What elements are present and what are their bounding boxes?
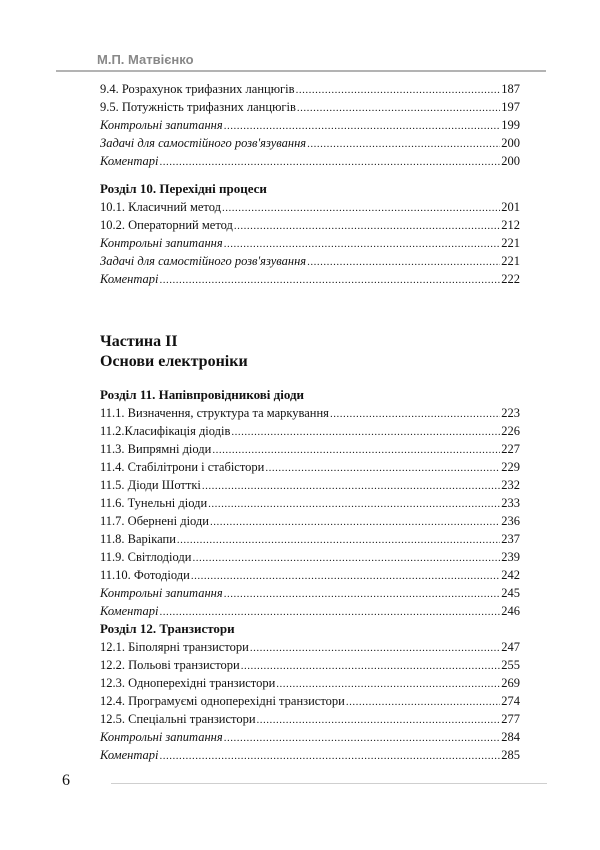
toc-entry-label: 9.5. Потужність трифазних ланцюгів [100,100,296,114]
toc-entry[interactable] [100,152,520,170]
toc-entry-label: 11.3. Випрямні діоди [100,442,212,456]
toc-entry-label: Контрольні запитання [100,730,223,744]
toc-entry[interactable] [100,440,520,458]
toc-entry-label: 11.1. Визначення, структура та маркування [100,406,329,420]
toc-entry[interactable] [100,80,520,98]
toc-entry-label: 10.1. Класичний метод [100,200,221,214]
toc-entry-page: 236 [501,514,520,528]
toc-entry-page: 237 [501,532,520,546]
toc-entry-label: 12.4. Програмуємі одноперехідні транзистори [100,694,345,708]
toc-entry-label: 12.2. Польові транзистори [100,658,240,672]
toc-entry-page: 201 [501,200,520,214]
toc-entry[interactable] [100,602,520,620]
leader-dots [224,117,501,135]
leader-dots [346,693,500,711]
toc-section-12 [100,620,520,764]
leader-dots [212,441,500,459]
leader-dots [241,657,501,675]
toc-entry[interactable] [100,422,520,440]
toc-entry-page: 212 [501,218,520,232]
toc-entry-page: 242 [501,568,520,582]
toc-entry-page: 222 [501,272,520,286]
leader-dots [202,477,500,495]
leader-dots [257,711,501,729]
section-title[interactable]: Розділ 10. Перехідні процеси [100,181,267,196]
toc-entry-label: Контрольні запитання [100,236,223,250]
toc-chapter-9-continuation [100,80,520,170]
header-rule [56,70,546,72]
leader-dots [231,423,500,441]
toc-section-10 [100,180,520,288]
toc-entry-page: 233 [501,496,520,510]
part-number: Частина II [100,333,178,350]
toc-entry-page: 223 [501,406,520,420]
toc-entry-page: 221 [501,236,520,250]
toc-entry-label: 11.10. Фотодіоди [100,568,190,582]
part-title: Основи електроніки [100,353,248,370]
toc-entry-label: 12.3. Одноперехідні транзистори [100,676,276,690]
toc-entry[interactable] [100,476,520,494]
toc-entry[interactable] [100,746,520,764]
toc-section-11 [100,386,520,620]
leader-dots [159,747,500,765]
toc-entry-label: 11.4. Стабілітрони і стабістори [100,460,265,474]
toc-entry-page: 269 [501,676,520,690]
toc-entry-label: 10.2. Операторний метод [100,218,233,232]
running-head-author: М.П. Матвієнко [97,52,194,67]
leader-dots [222,199,500,217]
leader-dots [191,567,500,585]
leader-dots [276,675,500,693]
leader-dots [224,235,501,253]
leader-dots [296,81,501,99]
toc-entry[interactable] [100,548,520,566]
toc-entry-page: 227 [501,442,520,456]
toc-entry-page: 246 [501,604,520,618]
toc-entry-label: 11.5. Діоди Шотткі [100,478,201,492]
leader-dots [330,405,500,423]
toc-entry[interactable] [100,234,520,252]
toc-entry-label: Коментарі [100,154,159,168]
toc-entry[interactable] [100,270,520,288]
toc-entry-label: 12.5. Спеціальні транзистори [100,712,256,726]
toc-entry[interactable] [100,216,520,234]
toc-entry[interactable] [100,656,520,674]
toc-entry-page: 245 [501,586,520,600]
leader-dots [192,549,500,567]
toc-entry[interactable] [100,198,520,216]
toc-entry[interactable] [100,98,520,116]
leader-dots [224,729,501,747]
toc-entry-label: Задачі для самостійного розв'язування [100,254,307,268]
toc-entry[interactable] [100,584,520,602]
toc-entry-page: 247 [501,640,520,654]
toc-entry[interactable] [100,674,520,692]
footer-rule [111,783,547,784]
leader-dots [177,531,500,549]
leader-dots [265,459,500,477]
toc-entry-page: 187 [501,82,520,96]
toc-entry[interactable] [100,116,520,134]
toc-entry-label: 11.8. Варікапи [100,532,176,546]
toc-entry-label: 11.6. Тунельні діоди [100,496,208,510]
toc-entry-page: 277 [501,712,520,726]
toc-entry-page: 284 [501,730,520,744]
section-title[interactable]: Розділ 12. Транзистори [100,621,235,636]
toc-entry-label: Коментарі [100,748,159,762]
part-heading [100,332,248,372]
toc-entry-label: 11.9. Світлодіоди [100,550,192,564]
toc-entry[interactable] [100,692,520,710]
toc-entry[interactable] [100,404,520,422]
toc-entry-page: 221 [501,254,520,268]
toc-entry[interactable] [100,638,520,656]
leader-dots [307,253,500,271]
toc-entry-label: 9.4. Розрахунок трифазних ланцюгів [100,82,295,96]
toc-entry[interactable] [100,512,520,530]
toc-entry-page: 199 [501,118,520,132]
page-number: 6 [62,772,70,789]
leader-dots [307,135,500,153]
leader-dots [234,217,500,235]
leader-dots [210,513,500,531]
toc-entry-page: 285 [501,748,520,762]
toc-entry[interactable] [100,728,520,746]
toc-entry-page: 232 [501,478,520,492]
toc-entry-page: 226 [501,424,520,438]
toc-entry-label: Коментарі [100,272,159,286]
toc-entry-page: 274 [501,694,520,708]
leader-dots [159,153,500,171]
leader-dots [297,99,500,117]
section-title[interactable]: Розділ 11. Напівпровідникові діоди [100,387,305,402]
toc-entry-label: 11.7. Обернені діоди [100,514,209,528]
toc-entry-page: 239 [501,550,520,564]
leader-dots [159,271,500,289]
toc-entry-label: 11.2.Класифікація діодів [100,424,231,438]
toc-entry-page: 200 [501,154,520,168]
toc-entry-page: 197 [501,100,520,114]
toc-entry[interactable] [100,494,520,512]
toc-entry-label: Контрольні запитання [100,118,223,132]
toc-entry-page: 255 [501,658,520,672]
toc-entry[interactable] [100,252,520,270]
toc-entry-label: Задачі для самостійного розв'язування [100,136,307,150]
toc-entry-page: 200 [501,136,520,150]
leader-dots [159,603,500,621]
toc-entry-label: Контрольні запитання [100,586,223,600]
toc-entry-label: 12.1. Біполярні транзистори [100,640,249,654]
toc-entry-label: Коментарі [100,604,159,618]
toc-entry[interactable] [100,530,520,548]
leader-dots [224,585,501,603]
leader-dots [250,639,500,657]
toc-entry[interactable] [100,458,520,476]
toc-entry-page: 229 [501,460,520,474]
toc-entry[interactable] [100,134,520,152]
toc-entry[interactable] [100,566,520,584]
toc-entry[interactable] [100,710,520,728]
leader-dots [208,495,500,513]
